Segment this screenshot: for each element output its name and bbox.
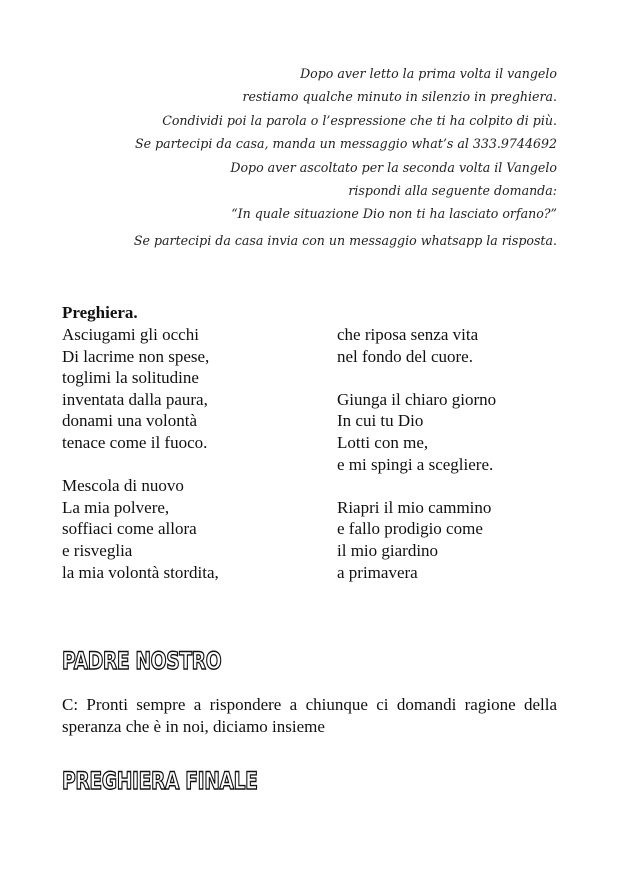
- poem-line: nel fondo del cuore.: [337, 346, 473, 366]
- stanza-break: [62, 454, 219, 476]
- poem-line: La mia polvere,: [62, 497, 170, 517]
- instruction-line: Dopo aver letto la prima volta il vangelo: [300, 66, 557, 81]
- poem-line: a primavera: [337, 562, 418, 582]
- poem-line: donami una volontà: [62, 411, 198, 431]
- poem-line: e fallo prodigio come: [337, 519, 483, 539]
- instruction-line: Dopo aver ascoltato per la seconda volta il Vangelo: [230, 159, 557, 175]
- padre-nostro-heading: PADRE NOSTRO: [62, 647, 222, 675]
- poem-line: la mia volontà stordita,: [62, 562, 219, 582]
- poem-line: che riposa senza vita: [337, 325, 479, 344]
- instructions-block: [90, 62, 557, 252]
- stanza-break: [337, 475, 496, 497]
- poem-line: Di lacrime non spese,: [62, 346, 210, 366]
- preghiera-finale-heading: PREGHIERA FINALE: [62, 767, 258, 795]
- poem-line: inventata dalla paura,: [62, 389, 208, 409]
- prayer-right-column: [337, 324, 496, 583]
- prayer-left-column: [62, 324, 219, 583]
- poem-line: tenace come il fuoco.: [62, 432, 208, 452]
- poem-line: il mio giardino: [337, 540, 439, 560]
- instruction-question: “In quale situazione Dio non ti ha lasciato orfano?”: [231, 206, 557, 222]
- instruction-line: Condividi poi la parola o l’espressione che ti ha colpito di più.: [162, 112, 557, 128]
- poem-line: Mescola di nuovo: [62, 476, 184, 496]
- poem-line: In cui tu Dio: [337, 411, 424, 431]
- poem-line: Giunga il chiaro giorno: [337, 389, 497, 409]
- stanza-break: [337, 367, 496, 389]
- poem-line: e mi spingi a scegliere.: [337, 454, 494, 474]
- instruction-line: rispondi alla seguente domanda:: [348, 183, 557, 199]
- poem-line: e risveglia: [62, 540, 133, 560]
- poem-line: soffiaci come allora: [62, 519, 197, 539]
- poem-line: toglimi la solitudine: [62, 368, 199, 388]
- poem-line: Lotti con me,: [337, 432, 429, 452]
- instruction-line: restiamo qualche minuto in silenzio in preghiera.: [242, 89, 557, 105]
- padre-nostro-introduction: C: Pronti sempre a rispondere a chiunque ci domandi ragione della speranza che è in noi, diciamo insieme: [62, 695, 557, 736]
- poem-line: Asciugami gli occhi: [62, 325, 199, 344]
- prayer-title: Preghiera.: [62, 303, 138, 322]
- instruction-line: Se partecipi da casa, manda un messaggio what’s al 333.9744692: [135, 136, 557, 152]
- instruction-line: Se partecipi da casa invia con un messaggio whatsapp la risposta.: [133, 232, 557, 248]
- poem-line: Riapri il mio cammino: [337, 497, 492, 517]
